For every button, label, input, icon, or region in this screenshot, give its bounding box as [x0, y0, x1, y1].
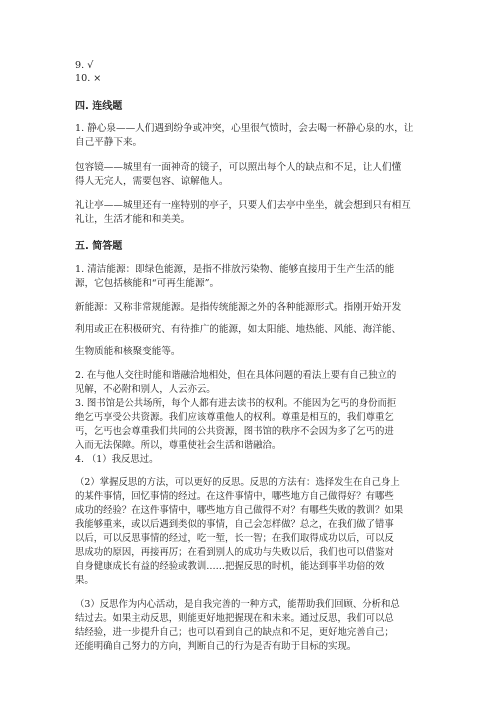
text-line: （2）掌握反思的方法，可以更好的反思。反思的方法有：选择发生在自己身上	[75, 477, 400, 488]
text-line: 的某件事情，回忆事情的经过。在这件事情中，哪些地方自己做得好？有哪些	[75, 491, 394, 502]
text-line: 以后，可以反思事情的经过，吃一堑，长一智；在我们取得成功以后，可以反	[75, 533, 394, 544]
text-line: 果。	[75, 575, 94, 586]
text-line: 礼让亭——城里还有一座特别的亭子，只要人们去亭中坐坐，就会想到只有相互	[75, 200, 411, 211]
text-line: 成功的经验？在这件事情中，哪些地方自己做得不对？有哪些失败的教训？如果	[75, 505, 404, 516]
text-line: 自己平静下来。	[75, 137, 143, 148]
text-line: 1. 静心泉——人们遇到纷争或冲突，心里很气愤时，会去喝一杯静心泉的水，让	[75, 123, 414, 134]
text-line: 我能够重来，或以后遇到类似的事情，自己会怎样做？总之，在我们做了错事	[75, 519, 394, 530]
text-line: 结经验，进一步提升自己；也可以看到自己的缺点和不足，更好地完善自己；	[75, 627, 394, 638]
answer-line: 9. √	[75, 60, 94, 71]
text-line: 得人无完人，需要包容、谅解他人。	[75, 176, 229, 187]
text-line: 3. 图书馆是公共场所，每个人都有进去读书的权利。不能因为乞丐的身份而拒	[75, 398, 397, 409]
answer-line: 10. ×	[75, 73, 102, 84]
text-line: 还能明确自己努力的方向，判断自己的行为是否有助于目标的实现。	[75, 641, 357, 652]
text-line: 绝乞丐享受公共资源。我们应该尊重他人的权利。尊重是相互的，我们尊重乞	[75, 412, 394, 423]
text-line: 2. 在与他人交往时能和谐融洽地相处，但在具体问题的看法上要有自己独立的	[75, 370, 397, 381]
text-line: 礼让，生活才能和和美美。	[75, 214, 191, 225]
text-line: 新能源：又称非常规能源。是指传统能源之外的各种能源形式。指刚开始开发	[75, 302, 402, 313]
text-line: 丐，乞丐也会尊重我们共同的公共资源，图书馆的秩序不会因为多了乞丐的进	[75, 426, 394, 437]
section-heading: 四. 连线题	[75, 101, 123, 112]
text-line: 见解，不必附和别人，人云亦云。	[75, 384, 216, 395]
section-heading: 五. 简答题	[75, 241, 123, 252]
text-line: 源，它包括核能和“可再生能源”。	[75, 278, 220, 289]
text-line: 生物质能和核聚变能等。	[75, 346, 181, 357]
text-line: 思成功的原因，再接再厉；在看到别人的成功与失败以后，我们也可以借鉴对	[75, 547, 394, 558]
text-line: （3）反思作为内心活动，是自我完善的一种方式，能帮助我们回顾、分析和总	[75, 599, 400, 610]
text-line: 1. 清洁能源：即绿色能源，是指不排放污染物、能够直接用于生产生活的能	[75, 264, 395, 275]
text-line: 结过去。如果主动反思，则能更好地把握现在和未来。通过反思，我们可以总	[75, 613, 394, 624]
text-line: 自身健康成长有益的经验或教训……把握反思的时机，能达到事半功倍的效	[75, 561, 385, 572]
text-line: 4. （1）我反思过。	[75, 454, 159, 465]
text-line: 入而无法保障。所以，尊重使社会生活和谐融洽。	[75, 440, 282, 451]
text-line: 利用或正在积极研究、有待推广的能源，如太阳能、地热能、风能、海洋能、	[75, 324, 402, 335]
text-line: 包容镜——城里有一面神奇的镜子，可以照出每个人的缺点和不足，让人们懂	[75, 162, 402, 173]
